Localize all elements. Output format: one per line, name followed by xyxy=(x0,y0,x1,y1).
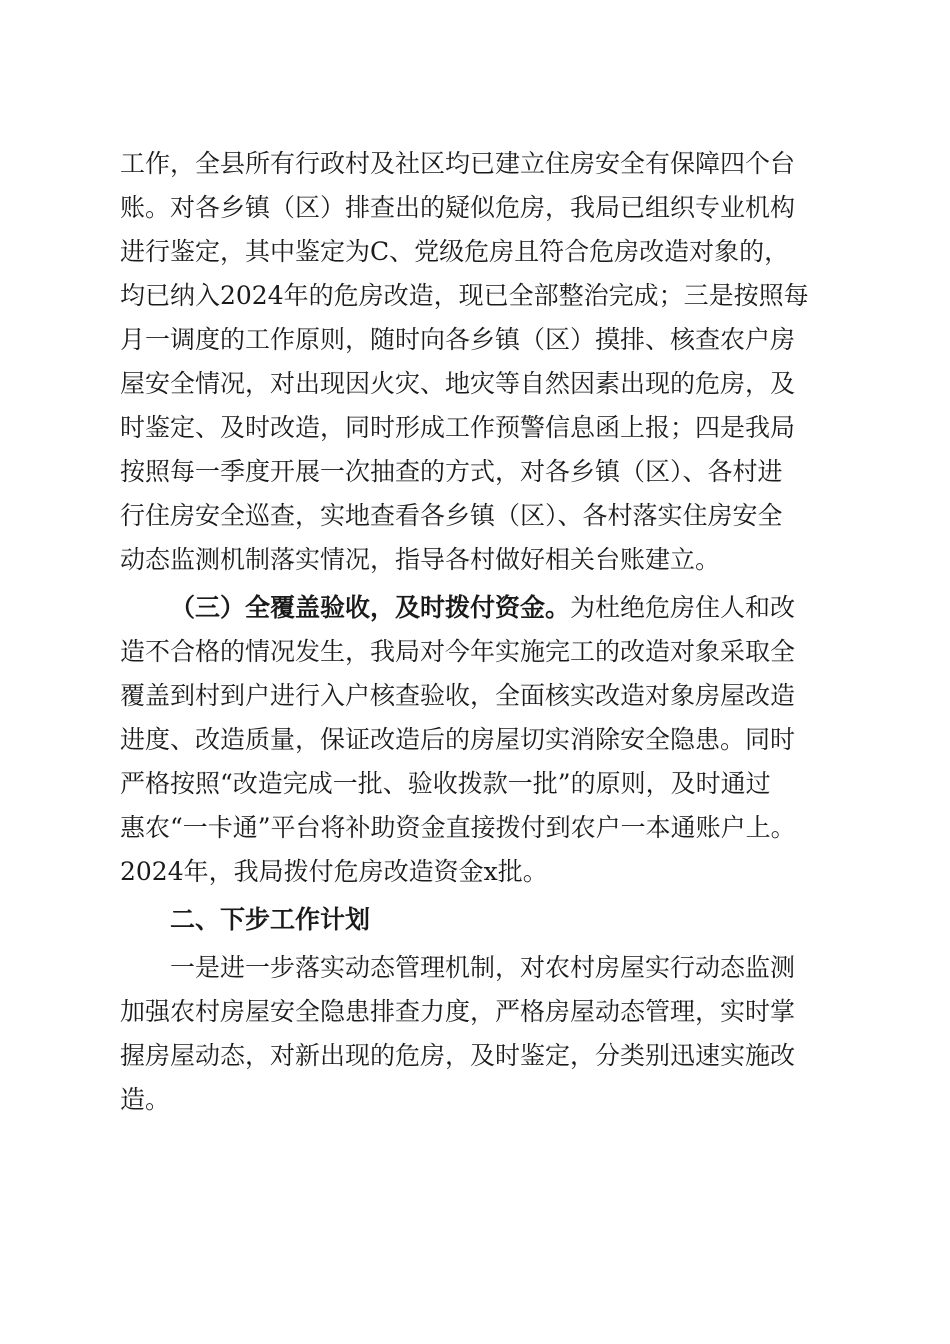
section3-line: 2024年，我局拨付危房改造资金x批。 xyxy=(120,857,548,886)
body-line: 行住房安全巡查，实地查看各乡镇（区）、各村落实住房安全 xyxy=(120,501,783,530)
part2-line: 一是进一步落实动态管理机制，对农村房屋实行动态监测 xyxy=(170,953,796,982)
body-line: 进行鉴定，其中鉴定为C、党级危房且符合危房改造对象的， xyxy=(120,237,790,266)
section3-first-line xyxy=(170,588,795,628)
part2-heading: 二、下步工作计划 xyxy=(170,905,371,934)
body-line: 动态监测机制落实情况，指导各村做好相关台账建立。 xyxy=(120,545,721,574)
body-line: 时鉴定、及时改造，同时形成工作预警信息函上报；四是我局 xyxy=(120,413,796,442)
body-line: 均已纳入2024年的危房改造，现已全部整治完成；三是按照每 xyxy=(120,281,809,310)
body-line: 账。对各乡镇（区）排查出的疑似危房，我局已组织专业机构 xyxy=(120,193,796,222)
section3-line: 覆盖到村到户进行入户核查验收，全面核实改造对象房屋改造 xyxy=(120,681,796,710)
section3-first-line-rest: 为杜绝危房住人和改 xyxy=(570,593,796,622)
body-line: 月一调度的工作原则，随时向各乡镇（区）摸排、核查农户房 xyxy=(120,325,796,354)
section3-line: 造不合格的情况发生，我局对今年实施完工的改造对象采取全 xyxy=(120,637,796,666)
body-line: 按照每一季度开展一次抽查的方式，对各乡镇（区）、各村进 xyxy=(120,457,783,486)
section3-line: 惠农“一卡通”平台将补助资金直接拨付到农户一本通账户上。 xyxy=(120,813,796,842)
section3-line: 严格按照“改造完成一批、验收拨款一批”的原则，及时通过 xyxy=(120,769,771,798)
part2-line: 加强农村房屋安全隐患排查力度，严格房屋动态管理，实时掌 xyxy=(120,997,796,1026)
body-line: 工作，全县所有行政村及社区均已建立住房安全有保障四个台 xyxy=(120,149,796,178)
section3-heading: （三）全覆盖验收，及时拨付资金。 xyxy=(170,593,571,622)
part2-line: 造。 xyxy=(120,1085,171,1114)
body-line: 屋安全情况，对出现因火灾、地灾等自然因素出现的危房，及 xyxy=(120,369,796,398)
section3-line: 进度、改造质量，保证改造后的房屋切实消除安全隐患。同时 xyxy=(120,725,796,754)
part2-line: 握房屋动态，对新出现的危房，及时鉴定，分类别迅速实施改 xyxy=(120,1041,796,1070)
